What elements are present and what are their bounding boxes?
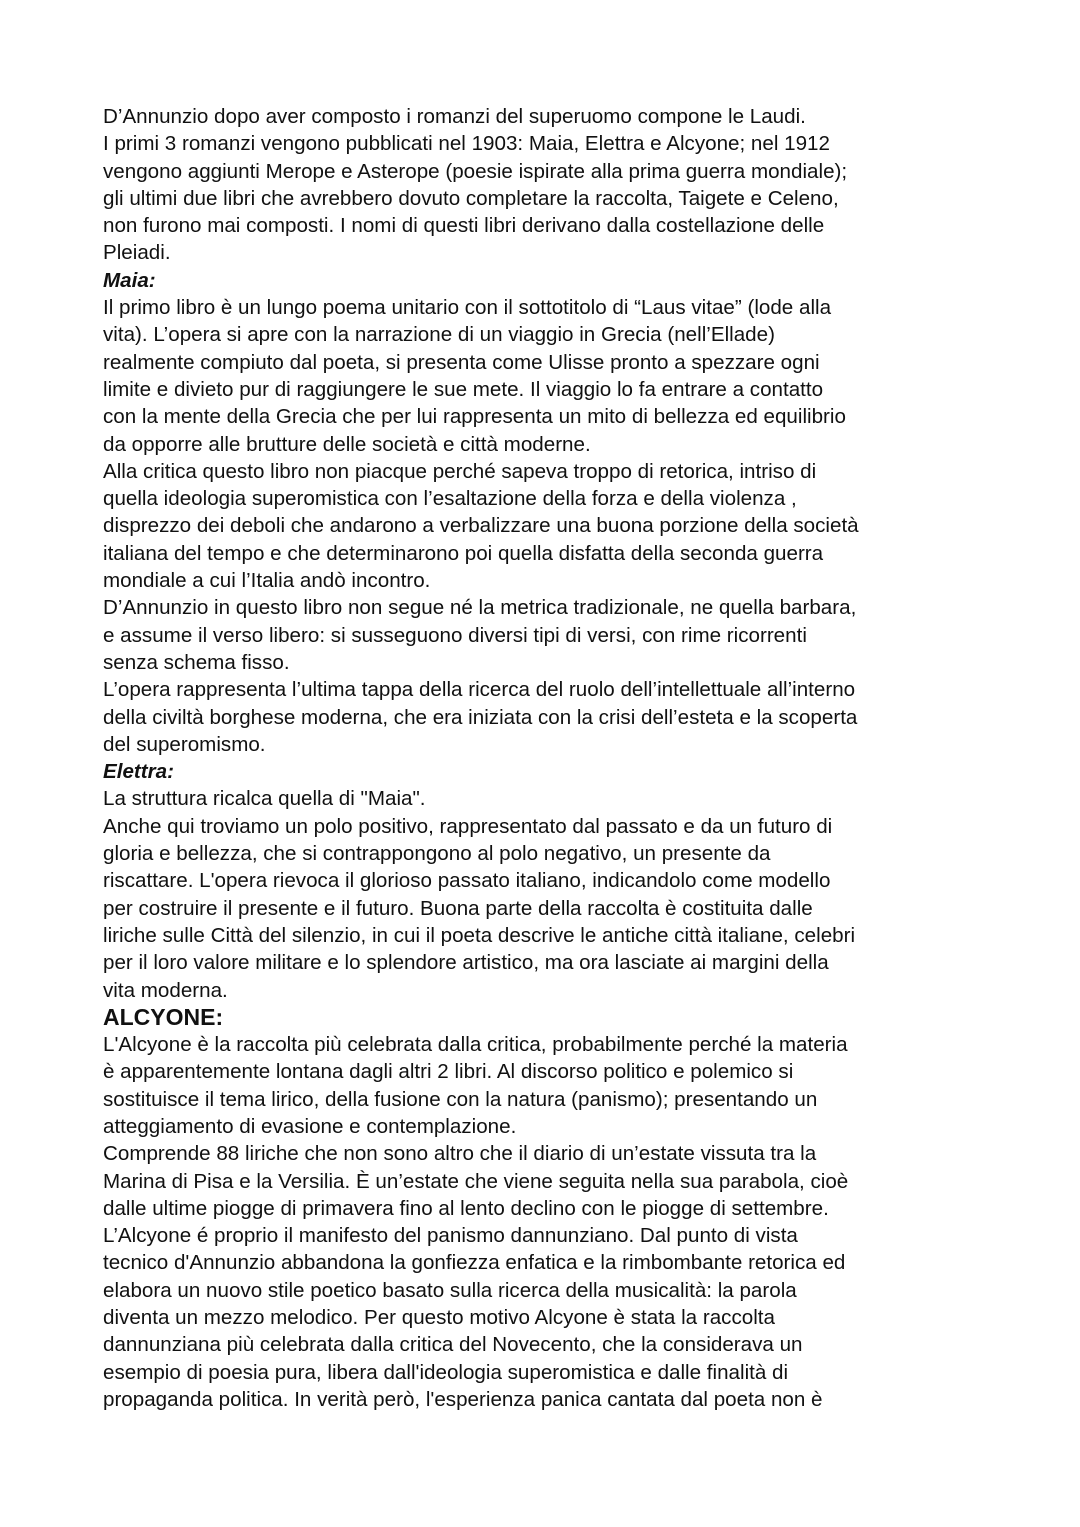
text-line: da opporre alle brutture delle società e città moderne. bbox=[103, 432, 591, 456]
text-line: Anche qui troviamo un polo positivo, rappresentato dal passato e da un futuro di bbox=[103, 814, 833, 838]
section-heading: ALCYONE: bbox=[103, 1003, 224, 1030]
text-line: L’Alcyone é proprio il manifesto del panismo dannunziano. Dal punto di vista bbox=[103, 1224, 798, 1248]
text-line: D’Annunzio in questo libro non segue né la metrica tradizionale, ne quella barbara, bbox=[103, 596, 857, 620]
paragraph bbox=[103, 785, 1003, 812]
text-line: italiana del tempo e che determinarono poi quella disfatta della seconda guerra bbox=[103, 541, 824, 565]
text-line: per il loro valore militare e lo splendore artistico, ma ora lasciate ai margini della bbox=[103, 951, 829, 975]
text-line: gli ultimi due libri che avrebbero dovuto completare la raccolta, Taigete e Celeno, bbox=[103, 186, 839, 210]
text-line: dannunziana più celebrata dalla critica del Novecento, che la considerava un bbox=[103, 1333, 803, 1357]
paragraph bbox=[103, 103, 1003, 267]
text-line: della civiltà borghese moderna, che era iniziata con la crisi dell’esteta e la scoperta bbox=[103, 705, 858, 729]
text-line: sostituisce il tema lirico, della fusione con la natura (panismo); presentando un bbox=[103, 1087, 818, 1111]
section-label: Elettra: bbox=[103, 760, 174, 784]
text-line: Marina di Pisa e la Versilia. È un’estate che viene seguita nella sua parabola, cioè bbox=[103, 1169, 849, 1193]
text-line: elabora un nuovo stile poetico basato sulla ricerca della musicalità: la parola bbox=[103, 1278, 797, 1302]
text-line: senza schema fisso. bbox=[103, 650, 290, 674]
text-line: dalle ultime piogge di primavera fino al lento declino con le piogge di settembre. bbox=[103, 1196, 829, 1220]
text-line: Il primo libro è un lungo poema unitario con il sottotitolo di “Laus vitae” (lode alla bbox=[103, 296, 832, 320]
text-line: con la mente della Grecia che per lui rappresenta un mito di bellezza ed equilibrio bbox=[103, 405, 846, 429]
text-line: diventa un mezzo melodico. Per questo motivo Alcyone è stata la raccolta bbox=[103, 1306, 775, 1330]
text-line: atteggiamento di evasione e contemplazione. bbox=[103, 1114, 517, 1138]
text-line: quella ideologia superomistica con l’esaltazione della forza e della violenza , bbox=[103, 487, 797, 511]
paragraph bbox=[103, 294, 1003, 458]
paragraph bbox=[103, 1140, 1003, 1413]
text-line: gloria e bellezza, che si contrappongono al polo negativo, un presente da bbox=[103, 842, 771, 866]
text-line: per costruire il presente e il futuro. Buona parte della raccolta è costituita dalle bbox=[103, 896, 813, 920]
text-line: e assume il verso libero: si susseguono diversi tipi di versi, con rime ricorrenti bbox=[103, 623, 807, 647]
text-line: vita). L’opera si apre con la narrazione di un viaggio in Grecia (nell’Ellade) bbox=[103, 323, 775, 347]
text-line: realmente compiuto dal poeta, si presenta come Ulisse pronto a spezzare ogni bbox=[103, 350, 820, 374]
text-line: liriche sulle Città del silenzio, in cui il poeta descrive le antiche città italiane, celebri bbox=[103, 923, 856, 947]
paragraph bbox=[103, 813, 1003, 1004]
text-line: D’Annunzio dopo aver composto i romanzi del superuomo compone le Laudi. bbox=[103, 105, 806, 128]
text-line: esempio di poesia pura, libera dall'ideologia superomistica e dalle finalità di bbox=[103, 1360, 789, 1384]
text-line: propaganda politica. In verità però, l'esperienza panica cantata dal poeta non è bbox=[103, 1387, 823, 1411]
text-line: è apparentemente lontana dagli altri 2 libri. Al discorso politico e polemico si bbox=[103, 1060, 794, 1084]
text-line: disprezzo dei deboli che andarono a verbalizzare una buona porzione della società bbox=[103, 514, 859, 538]
paragraph bbox=[103, 1031, 1003, 1140]
text-line: La struttura ricalca quella di "Maia". bbox=[103, 787, 426, 811]
text-line: mondiale a cui l’Italia andò incontro. bbox=[103, 569, 431, 593]
text-line: riscattare. L'opera rievoca il glorioso passato italiano, indicandolo come modello bbox=[103, 869, 831, 893]
text-line: Pleiadi. bbox=[103, 241, 171, 265]
text-line: vengono aggiunti Merope e Asterope (poesie ispirate alla prima guerra mondiale); bbox=[103, 159, 848, 183]
text-line: Comprende 88 liriche che non sono altro che il diario di un’estate vissuta tra la bbox=[103, 1142, 817, 1166]
text-line: I primi 3 romanzi vengono pubblicati nel 1903: Maia, Elettra e Alcyone; nel 1912 bbox=[103, 132, 830, 156]
text-line: L’opera rappresenta l’ultima tappa della ricerca del ruolo dell’intellettuale all’interno bbox=[103, 678, 856, 702]
paragraph bbox=[103, 676, 1003, 758]
text-line: limite e divieto pur di raggiungere le sue mete. Il viaggio lo fa entrare a contatto bbox=[103, 377, 824, 401]
paragraph bbox=[103, 458, 1003, 594]
text-line: Alla critica questo libro non piacque perché sapeva troppo di retorica, intriso di bbox=[103, 459, 817, 483]
text-line: tecnico d'Annunzio abbandona la gonfiezza enfatica e la rimbombante retorica ed bbox=[103, 1251, 846, 1275]
text-line: del superomismo. bbox=[103, 732, 266, 756]
text-line: non furono mai composti. I nomi di questi libri derivano dalla costellazione delle bbox=[103, 214, 825, 238]
text-line: L'Alcyone è la raccolta più celebrata dalla critica, probabilmente perché la materia bbox=[103, 1033, 848, 1057]
section-label: Maia: bbox=[103, 268, 156, 292]
text-line: vita moderna. bbox=[103, 978, 228, 1002]
document-page bbox=[103, 103, 1003, 1413]
paragraph bbox=[103, 594, 1003, 676]
